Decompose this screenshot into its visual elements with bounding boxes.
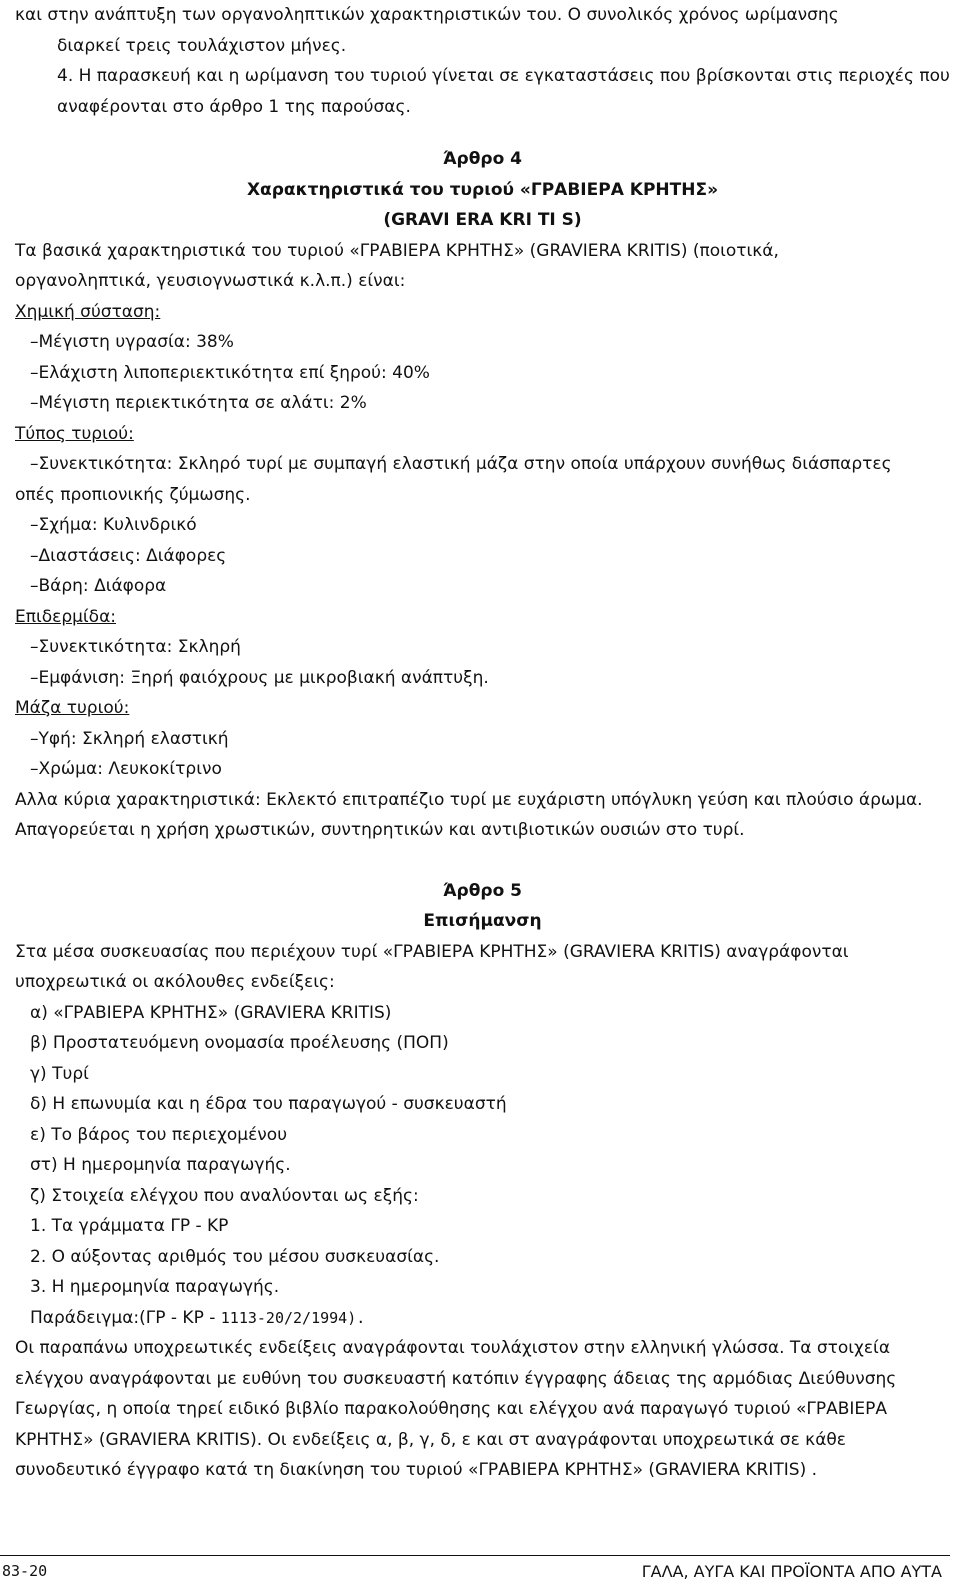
control-item: 3. Η ημερομηνία παραγωγής. [30, 1277, 280, 1297]
control-item: 1. Τα γράμματα ΓΡ - ΚΡ [30, 1216, 229, 1236]
cheese-type-item: – Σχήμα: Κυλινδρικό [15, 510, 950, 541]
article-5-title: Άρθρο 5 [443, 880, 522, 901]
cheese-type-item-continued: οπές προπιονικής ζύμωσης. [15, 484, 251, 505]
final-paragraph-line: συνοδευτικό έγγραφο κατά τη διακίνηση του τυριού «ΓΡΑΒΙΕΡΑ ΚΡΗΤΗΣ» (GRAVIERA KRITIS) . [15, 1460, 818, 1480]
document-body [15, 0, 950, 1486]
intro-line: διαρκεί τρεις τουλάχιστον μήνες. [57, 35, 347, 56]
control-item: 2. Ο αύξοντας αριθμός του μέσου συσκευασίας. [30, 1246, 440, 1267]
label-item: α) «ΓΡΑΒΙΕΡΑ ΚΡΗΤΗΣ» (GRAVIERA KRITIS) [30, 1002, 392, 1023]
forbidden-additives: Απαγορεύεται η χρήση χρωστικών, συντηρητικών και αντιβιοτικών ουσιών στο τυρί. [15, 820, 745, 840]
label-item: ε) Το βάρος του περιεχομένου [30, 1124, 288, 1145]
footer-section-title: ΓΑΛΑ, ΑΥΓΑ ΚΑΙ ΠΡΟΪΟΝΤΑ ΑΠΟ ΑΥΤΑ [641, 1562, 942, 1581]
chemical-item: – Μέγιστη υγρασία: 38% [15, 327, 950, 358]
cheese-mass-item: – Υφή: Σκληρή ελαστική [15, 724, 950, 755]
final-paragraph-line: Γεωργίας, η οποία τηρεί ειδικό βιβλίο παρακολούθησης και ελέγχου ανά παραγωγό τυριού «ΓΡΑΒΙΕΡΑ [15, 1399, 888, 1419]
intro-line: και στην ανάπτυξη των οργανοληπτικών χαρακτηριστικών του. Ο συνολικός χρόνος ωρίμανσης [15, 5, 839, 25]
cheese-mass-item: – Χρώμα: Λευκοκίτρινο [15, 754, 950, 785]
final-paragraph-line: ΚΡΗΤΗΣ» (GRAVIERA KRITIS). Οι ενδείξεις α, β, γ, δ, ε και στ αναγράφονται υποχρεωτικά σε κάθε [15, 1429, 846, 1450]
chemical-item: – Ελάχιστη λιποπεριεκτικότητα επί ξηρού: 40% [15, 358, 950, 389]
label-item: β) Προστατευόμενη ονομασία προέλευσης (ΠΟΠ) [30, 1033, 449, 1053]
article-5-subtitle: Επισήμανση [423, 911, 542, 931]
chemical-composition-heading: Χημική σύσταση: [15, 301, 161, 322]
example-code: 1113-20/2/1994). [220, 1308, 366, 1327]
article-5-intro-line: υποχρεωτικά οι ακόλουθες ενδείξεις: [15, 972, 335, 992]
final-paragraph-line: Οι παραπάνω υποχρεωτικές ενδείξεις αναγράφονται τουλάχιστον στην ελληνική γλώσσα. Τα στοιχεία [15, 1338, 891, 1358]
cheese-type-item: – Διαστάσεις: Διάφορες [15, 541, 950, 572]
cheese-type-item: – Συνεκτικότητα: Σκληρό τυρί με συμπαγή ελαστική μάζα στην οποία υπάρχουν συνήθως διάσπαρτες [15, 449, 950, 480]
article-4-intro-line: Τα βασικά χαρακτηριστικά του τυριού «ΓΡΑΒΙΕΡΑ ΚΡΗΤΗΣ» (GRAVIERA KRITIS) (ποιοτικά, [15, 240, 779, 261]
label-item: ζ) Στοιχεία ελέγχου που αναλύονται ως εξής: [30, 1185, 419, 1206]
intro-line: 4. Η παρασκευή και η ωρίμανση του τυριού γίνεται σε εγκαταστάσεις που βρίσκονται στις περιοχές που [57, 66, 950, 86]
intro-line: αναφέρονται στο άρθρο 1 της παρούσας. [57, 96, 411, 117]
rind-item: – Συνεκτικότητα: Σκληρή [15, 632, 950, 663]
cheese-type-heading: Τύπος τυριού: [15, 423, 134, 444]
example-line [15, 1303, 950, 1334]
label-item: γ) Τυρί [30, 1063, 89, 1084]
label-item: δ) Η επωνυμία και η έδρα του παραγωγού - συσκευαστή [30, 1094, 507, 1114]
footer-divider [0, 1555, 950, 1556]
article-4-subtitle: Χαρακτηριστικά του τυριού «ΓΡΑΒΙΕΡΑ ΚΡΗΤΗΣ» [246, 179, 719, 200]
final-paragraph-line: ελέγχου αναγράφονται με ευθύνη του συσκευαστή κατόπιν έγγραφης άδειας της αρμόδιας Διεύθυνσης [15, 1368, 897, 1389]
page-number: 83-20 [2, 1562, 48, 1580]
chemical-item: – Μέγιστη περιεκτικότητα σε αλάτι: 2% [15, 388, 950, 419]
label-item: στ) Η ημερομηνία παραγωγής. [30, 1155, 291, 1175]
rind-heading: Επιδερμίδα: [15, 606, 117, 627]
other-characteristics: Αλλα κύρια χαρακτηριστικά: Εκλεκτό επιτραπέζιο τυρί με ευχάριστη υπόγλυκη γεύση και πλούσιο άρωμα. [15, 789, 923, 810]
article-4-intro-line: οργανοληπτικά, γευσιογνωστικά κ.λ.π.) είναι: [15, 271, 406, 291]
cheese-mass-heading: Μάζα τυριού: [15, 698, 130, 718]
article-4-title: Άρθρο 4 [443, 149, 522, 169]
cheese-type-item: – Βάρη: Διάφορα [15, 571, 950, 602]
rind-item: – Εμφάνιση: Ξηρή φαιόχρους με μικροβιακή ανάπτυξη. [15, 663, 950, 694]
article-5-intro-line: Στα μέσα συσκευασίας που περιέχουν τυρί «ΓΡΑΒΙΕΡΑ ΚΡΗΤΗΣ» (GRAVIERA KRITIS) αναγράφονται [15, 941, 849, 962]
example-label: Παράδειγμα:(ΓΡ - ΚΡ - [30, 1307, 221, 1328]
article-4-latin-name: (GRAVI ERA KRI TI S) [383, 210, 582, 230]
